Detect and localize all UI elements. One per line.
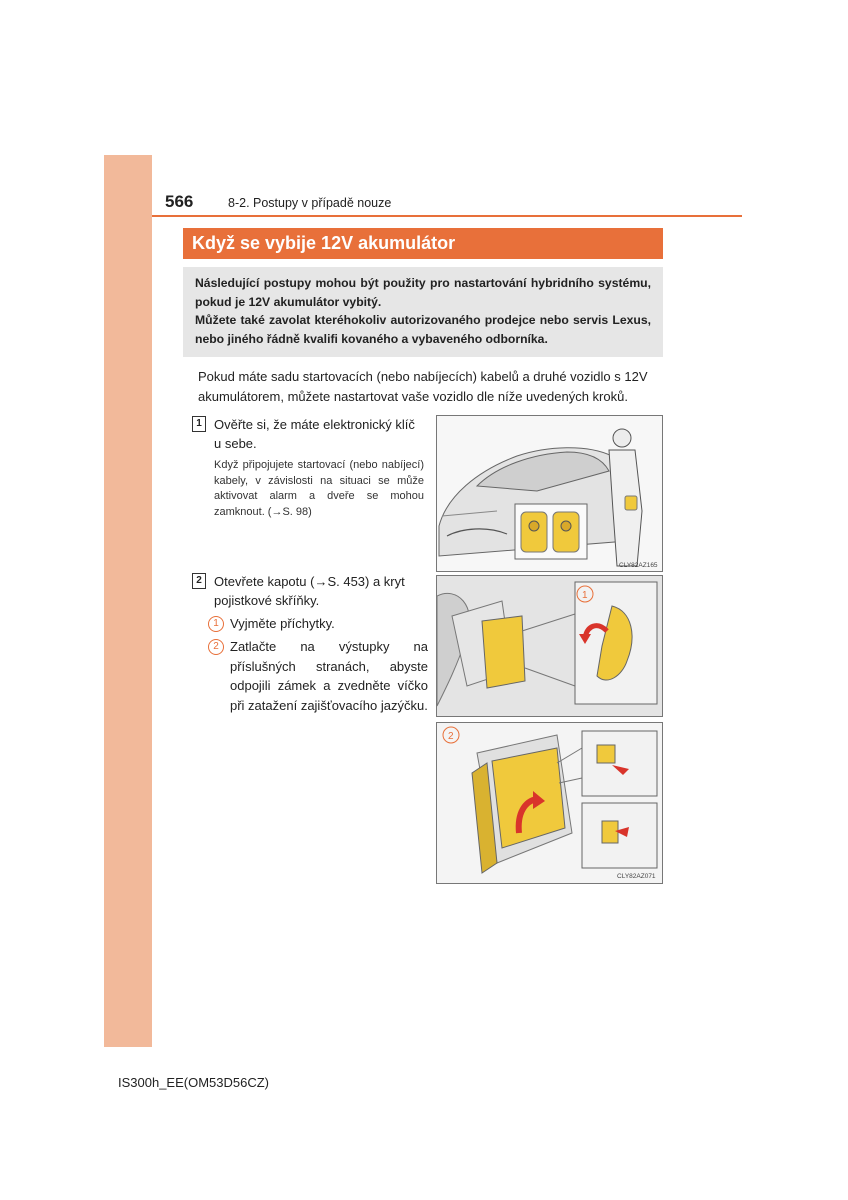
info-box: [183, 267, 663, 357]
figure-car-with-key: [436, 415, 663, 572]
header-rule: [152, 215, 742, 217]
substep-2-marker: 2: [208, 639, 224, 655]
page-title: Když se vybije 12V akumulátor: [183, 228, 663, 259]
figure-marker-2: 2: [448, 731, 454, 742]
figure-marker-1: 1: [582, 590, 588, 601]
substep-1: [208, 614, 428, 634]
step-2-number: 2: [192, 573, 206, 589]
step-1-text: Ověřte si, že máte elektronický klíč u sebe.: [214, 417, 415, 451]
car-illustration: [437, 416, 662, 571]
step-2: [192, 572, 424, 610]
figure-fuse-box-clips: [436, 575, 663, 717]
info-line-1: Následující postupy mohou být použity pro nastartování hybridního systému, pokud je 12V akumulátor vybitý.: [195, 276, 651, 309]
intro-text: Pokud máte sadu startovacích (nebo nabíjecích) kabelů a druhé vozidlo s 12V akumulátorem, můžete nastartovat vaše vozidlo dle níže uvedených kroků.: [198, 369, 648, 404]
engine-bay-illustration: [437, 576, 662, 716]
step-1-number: 1: [192, 416, 206, 432]
footer-document-code: IS300h_EE(OM53D56CZ): [118, 1075, 270, 1090]
substep-2: [208, 637, 428, 715]
substep-1-marker: 1: [208, 616, 224, 632]
intro-paragraph: [198, 367, 663, 406]
figure-code: CLY82AZ165: [619, 562, 658, 569]
step-2-text: Otevřete kapotu (→S. 453) a kryt pojistkové skříňky.: [214, 574, 405, 608]
side-tab-bar: [104, 155, 152, 1047]
substep-2-text: Zatlačte na výstupky na příslušných stranách, abyste odpojili zámek a zvedněte víčko při zatažení zajišťovacího jazýčku.: [230, 639, 428, 713]
fuse-cover-illustration: [437, 723, 662, 883]
step-1: [192, 415, 424, 453]
figure-code-2: CLY82AZ071: [617, 873, 656, 880]
page-number: 566: [165, 192, 194, 211]
info-line-2: Můžete také zavolat kteréhokoliv autorizovaného prodejce nebo servis Lexus, nebo jiného řádně kvalifi kovaného a vybaveného odborníka.: [195, 313, 651, 346]
section-title: 8-2. Postupy v případě nouze: [228, 196, 392, 210]
substep-1-text: Vyjměte příchytky.: [230, 616, 335, 631]
step-1-note: Když připojujete startovací (nebo nabíjecí) kabely, v závislosti na situaci se může aktivovat alarm a dveře se mohou zamknout. (→S. 98): [214, 459, 424, 518]
figure-fuse-box-cover: [436, 722, 663, 884]
